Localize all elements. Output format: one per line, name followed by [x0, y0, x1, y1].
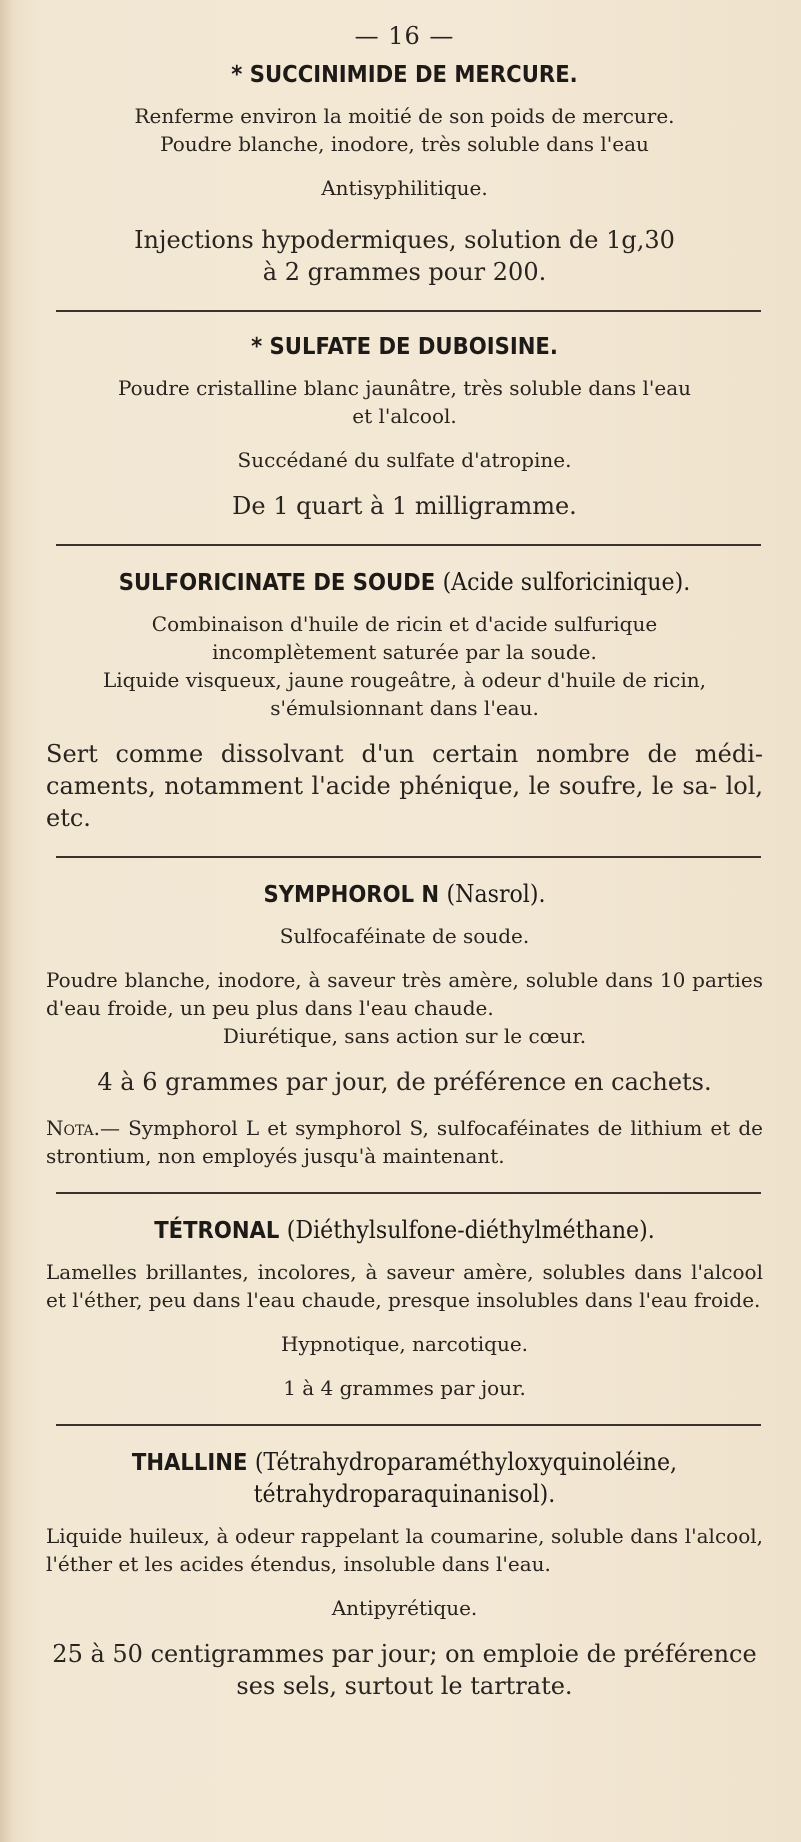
- entry-thalline: [46, 1448, 763, 1702]
- entry-subtitle: (Acide sulforicinique).: [442, 568, 691, 596]
- note-label: Nota.: [46, 1116, 101, 1140]
- entry-indication: Antisyphilitique.: [321, 176, 488, 200]
- entry-title: TÉTRONAL: [154, 1218, 280, 1244]
- entry-note: [46, 1114, 763, 1170]
- entry-dosage: De 1 quart à 1 milligramme.: [232, 492, 577, 520]
- entry-text: Sulfocaféinate de soude.: [279, 924, 530, 948]
- entry-text: Poudre blanche, inodore, à saveur très amère, soluble dans 10 parties d'eau froide, un peu plus dans l'eau chaude.: [46, 968, 763, 1020]
- entry-title: SULFORICINATE DE SOUDE: [118, 570, 436, 596]
- entry-subtitle: (Diéthylsulfone-diéthylméthane).: [286, 1216, 655, 1244]
- entry-dosage: Injections hypodermiques, solution de 1g,30: [134, 226, 675, 254]
- entry-title-row: [75, 568, 735, 596]
- entry-indication: Hypnotique, narcotique.: [280, 1332, 529, 1356]
- entry-dosage: 25 à 50 centigrammes par jour; on emploie de préférence: [52, 1640, 757, 1668]
- entry-usage: Sert comme dissolvant d'un certain nombre de médi- caments, notamment l'acide phénique, le soufre, le sa- lol, etc.: [46, 740, 763, 832]
- entry-text: incomplètement saturée par la soude.: [212, 640, 597, 664]
- section-divider: [56, 544, 761, 546]
- entry-sulfate-de-duboisine: [46, 334, 763, 522]
- entry-title: SYMPHOROL N: [263, 882, 440, 908]
- section-divider: [56, 856, 761, 858]
- entry-dosage: 4 à 6 grammes par jour, de préférence en cachets.: [97, 1068, 712, 1096]
- entry-dosage: ses sels, surtout le tartrate.: [236, 1672, 573, 1700]
- entry-title-row: [75, 880, 735, 908]
- entry-subtitle: (Tétrahydroparaméthyloxyquinoléine,: [254, 1448, 678, 1476]
- entry-text: s'émulsionnant dans l'eau.: [270, 696, 539, 720]
- entry-text: et l'alcool.: [352, 404, 457, 428]
- entry-subtitle: tétrahydroparaquinanisol).: [253, 1480, 556, 1508]
- section-divider: [56, 310, 761, 312]
- entry-symphorol-n: [46, 880, 763, 1170]
- entry-indication: Succédané du sulfate d'atropine.: [237, 448, 572, 472]
- entry-title: * SUCCINIMIDE DE MERCURE.: [231, 62, 578, 88]
- entry-dosage: à 2 grammes pour 200.: [262, 258, 547, 286]
- entry-text: Poudre blanche, inodore, très soluble dans l'eau: [160, 132, 649, 156]
- entry-text: Combinaison d'huile de ricin et d'acide sulfurique: [151, 612, 658, 636]
- entry-title-row: [75, 1480, 735, 1508]
- entry-tetronal: [46, 1216, 763, 1402]
- entry-dosage: 1 à 4 grammes par jour.: [283, 1376, 526, 1400]
- page-number: — 16 —: [354, 22, 455, 50]
- section-divider: [56, 1192, 761, 1194]
- entry-succinimide-de-mercure: [46, 62, 763, 288]
- entry-subtitle: (Nasrol).: [446, 880, 546, 908]
- note-text: — Symphorol L et symphorol S, sulfocaféinates de lithium et de strontium, non employés jusqu'à maintenant.: [46, 1116, 763, 1168]
- entry-text: Liquide huileux, à odeur rappelant la coumarine, soluble dans l'alcool, l'éther et les acides étendus, insoluble dans l'eau.: [46, 1524, 763, 1576]
- entry-text: Renferme environ la moitié de son poids de mercure.: [134, 104, 675, 128]
- entry-text: Liquide visqueux, jaune rougeâtre, à odeur d'huile de ricin,: [103, 668, 706, 692]
- entry-sulforicinate-de-soude: [46, 568, 763, 834]
- entry-indication: Antipyrétique.: [331, 1596, 478, 1620]
- entry-text: Poudre cristalline blanc jaunâtre, très soluble dans l'eau: [117, 376, 692, 400]
- entry-indication: Diurétique, sans action sur le cœur.: [222, 1024, 587, 1048]
- entry-title: THALLINE: [131, 1450, 248, 1476]
- section-divider: [56, 1424, 761, 1426]
- entry-text: Lamelles brillantes, incolores, à saveur amère, solubles dans l'alcool et l'éther, peu dans l'eau chaude, presque insolubles dans l'eau froide.: [46, 1260, 763, 1312]
- entry-title: * SULFATE DE DUBOISINE.: [251, 334, 558, 360]
- entry-title-row: [75, 1216, 735, 1244]
- entry-title-row: [75, 1448, 735, 1476]
